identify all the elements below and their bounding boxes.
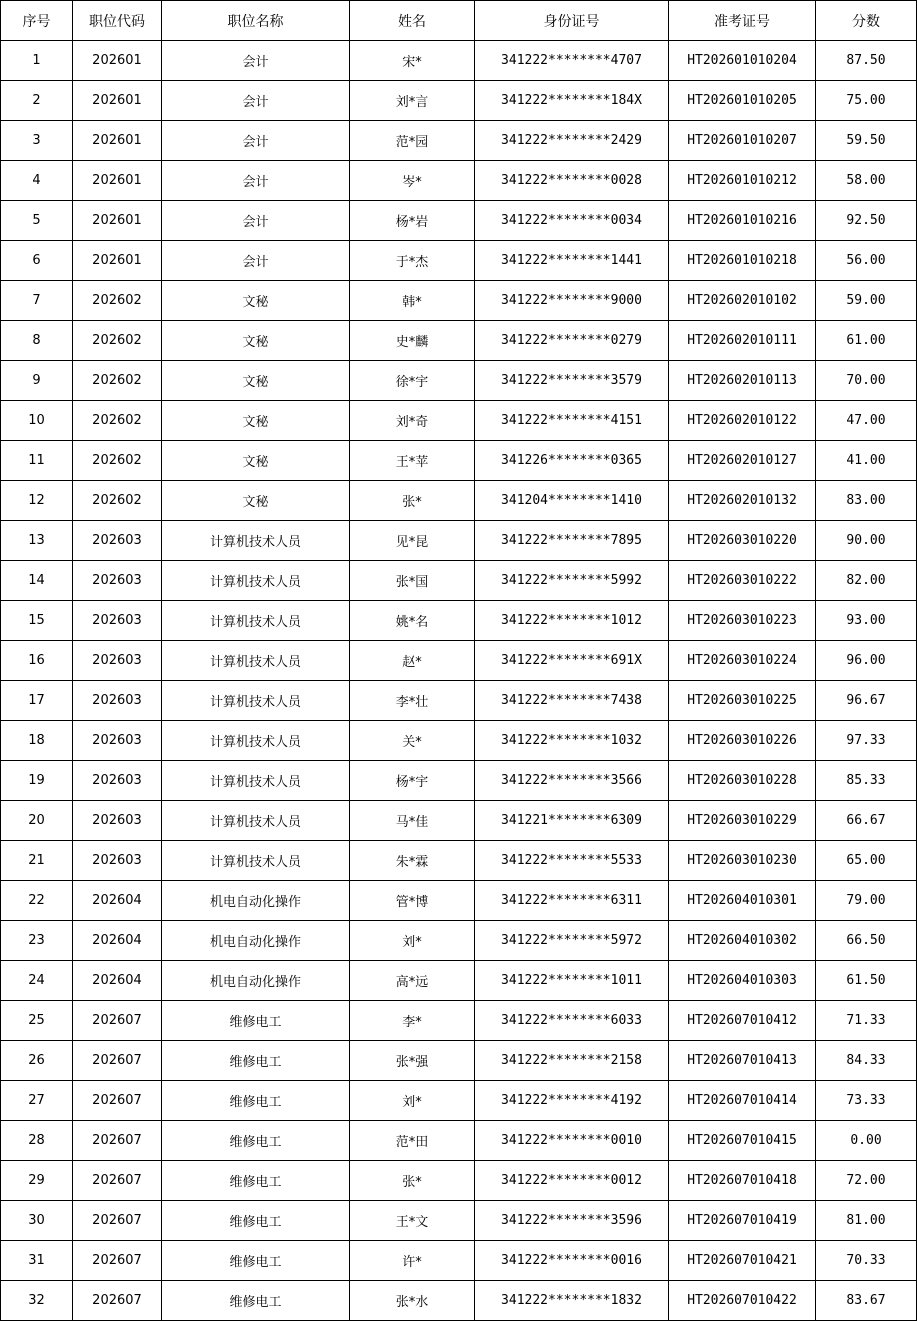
cell-index: 3	[1, 121, 73, 161]
cell-index: 5	[1, 201, 73, 241]
table-row	[1, 441, 917, 481]
cell-position-code: 202603	[73, 601, 162, 641]
table-row	[1, 81, 917, 121]
cell-position-name: 文秘	[162, 361, 350, 401]
table-row	[1, 1121, 917, 1161]
table-row	[1, 521, 917, 561]
table-row	[1, 41, 917, 81]
cell-score: 71.33	[816, 1001, 917, 1041]
cell-name: 宋*	[350, 41, 475, 81]
cell-admission-number: HT202607010412	[669, 1001, 816, 1041]
cell-index: 14	[1, 561, 73, 601]
cell-name: 赵*	[350, 641, 475, 681]
cell-name: 刘*	[350, 1081, 475, 1121]
cell-index: 9	[1, 361, 73, 401]
cell-position-code: 202602	[73, 281, 162, 321]
cell-id-number: 341222********1832	[475, 1281, 669, 1321]
cell-id-number: 341222********0012	[475, 1161, 669, 1201]
cell-admission-number: HT202603010223	[669, 601, 816, 641]
table-row	[1, 921, 917, 961]
cell-id-number: 341222********2429	[475, 121, 669, 161]
cell-id-number: 341222********5972	[475, 921, 669, 961]
cell-id-number: 341222********4192	[475, 1081, 669, 1121]
cell-id-number: 341222********3579	[475, 361, 669, 401]
cell-admission-number: HT202604010303	[669, 961, 816, 1001]
header-position-name: 职位名称	[162, 1, 350, 41]
cell-position-code: 202607	[73, 1281, 162, 1321]
cell-admission-number: HT202602010111	[669, 321, 816, 361]
cell-position-code: 202604	[73, 961, 162, 1001]
cell-admission-number: HT202603010220	[669, 521, 816, 561]
cell-score: 47.00	[816, 401, 917, 441]
cell-position-name: 会计	[162, 201, 350, 241]
cell-name: 马*佳	[350, 801, 475, 841]
cell-index: 4	[1, 161, 73, 201]
cell-position-code: 202601	[73, 121, 162, 161]
cell-admission-number: HT202602010113	[669, 361, 816, 401]
cell-id-number: 341222********6033	[475, 1001, 669, 1041]
cell-admission-number: HT202607010413	[669, 1041, 816, 1081]
cell-id-number: 341222********3566	[475, 761, 669, 801]
cell-score: 96.67	[816, 681, 917, 721]
cell-position-code: 202603	[73, 561, 162, 601]
cell-position-code: 202603	[73, 761, 162, 801]
cell-id-number: 341222********4707	[475, 41, 669, 81]
cell-name: 李*壮	[350, 681, 475, 721]
cell-score: 66.67	[816, 801, 917, 841]
cell-score: 83.00	[816, 481, 917, 521]
table-row	[1, 281, 917, 321]
cell-name: 张*水	[350, 1281, 475, 1321]
cell-score: 59.00	[816, 281, 917, 321]
cell-name: 杨*岩	[350, 201, 475, 241]
cell-name: 刘*言	[350, 81, 475, 121]
cell-position-name: 文秘	[162, 401, 350, 441]
table-row	[1, 401, 917, 441]
cell-score: 92.50	[816, 201, 917, 241]
cell-position-code: 202603	[73, 841, 162, 881]
cell-position-code: 202602	[73, 361, 162, 401]
header-score: 分数	[816, 1, 917, 41]
cell-position-code: 202603	[73, 681, 162, 721]
cell-name: 于*杰	[350, 241, 475, 281]
cell-id-number: 341222********7438	[475, 681, 669, 721]
cell-name: 张*	[350, 1161, 475, 1201]
cell-id-number: 341222********1441	[475, 241, 669, 281]
cell-position-name: 维修电工	[162, 1161, 350, 1201]
cell-position-name: 计算机技术人员	[162, 801, 350, 841]
cell-index: 23	[1, 921, 73, 961]
cell-index: 32	[1, 1281, 73, 1321]
cell-index: 19	[1, 761, 73, 801]
cell-id-number: 341222********0034	[475, 201, 669, 241]
cell-admission-number: HT202603010229	[669, 801, 816, 841]
table-row	[1, 121, 917, 161]
cell-id-number: 341222********0279	[475, 321, 669, 361]
cell-name: 史*麟	[350, 321, 475, 361]
cell-index: 8	[1, 321, 73, 361]
cell-position-code: 202601	[73, 201, 162, 241]
cell-name: 高*远	[350, 961, 475, 1001]
cell-position-code: 202602	[73, 481, 162, 521]
cell-score: 75.00	[816, 81, 917, 121]
cell-id-number: 341222********3596	[475, 1201, 669, 1241]
cell-admission-number: HT202602010132	[669, 481, 816, 521]
cell-admission-number: HT202601010218	[669, 241, 816, 281]
cell-admission-number: HT202602010127	[669, 441, 816, 481]
header-admission-number: 准考证号	[669, 1, 816, 41]
cell-position-code: 202607	[73, 1201, 162, 1241]
cell-id-number: 341222********0028	[475, 161, 669, 201]
cell-position-name: 文秘	[162, 481, 350, 521]
cell-index: 21	[1, 841, 73, 881]
cell-position-code: 202604	[73, 881, 162, 921]
cell-index: 28	[1, 1121, 73, 1161]
cell-position-name: 计算机技术人员	[162, 761, 350, 801]
cell-name: 范*田	[350, 1121, 475, 1161]
cell-position-name: 机电自动化操作	[162, 961, 350, 1001]
header-position-code: 职位代码	[73, 1, 162, 41]
cell-position-name: 文秘	[162, 441, 350, 481]
cell-name: 张*强	[350, 1041, 475, 1081]
table-row	[1, 721, 917, 761]
cell-position-code: 202602	[73, 441, 162, 481]
cell-name: 管*博	[350, 881, 475, 921]
cell-id-number: 341222********0010	[475, 1121, 669, 1161]
cell-position-name: 维修电工	[162, 1121, 350, 1161]
header-name: 姓名	[350, 1, 475, 41]
cell-id-number: 341222********5533	[475, 841, 669, 881]
cell-score: 56.00	[816, 241, 917, 281]
cell-index: 16	[1, 641, 73, 681]
cell-score: 96.00	[816, 641, 917, 681]
table-row	[1, 1201, 917, 1241]
cell-position-code: 202601	[73, 81, 162, 121]
cell-position-name: 会计	[162, 121, 350, 161]
cell-id-number: 341222********691X	[475, 641, 669, 681]
cell-id-number: 341221********6309	[475, 801, 669, 841]
cell-admission-number: HT202603010225	[669, 681, 816, 721]
table-row	[1, 361, 917, 401]
cell-admission-number: HT202603010228	[669, 761, 816, 801]
cell-id-number: 341226********0365	[475, 441, 669, 481]
cell-position-name: 会计	[162, 241, 350, 281]
cell-index: 25	[1, 1001, 73, 1041]
cell-admission-number: HT202607010415	[669, 1121, 816, 1161]
cell-score: 79.00	[816, 881, 917, 921]
cell-name: 张*国	[350, 561, 475, 601]
cell-score: 87.50	[816, 41, 917, 81]
cell-id-number: 341222********9000	[475, 281, 669, 321]
cell-position-name: 维修电工	[162, 1081, 350, 1121]
cell-index: 1	[1, 41, 73, 81]
cell-name: 王*苹	[350, 441, 475, 481]
cell-name: 张*	[350, 481, 475, 521]
table-row	[1, 241, 917, 281]
cell-score: 84.33	[816, 1041, 917, 1081]
cell-name: 关*	[350, 721, 475, 761]
cell-position-name: 会计	[162, 41, 350, 81]
cell-admission-number: HT202601010212	[669, 161, 816, 201]
table-row	[1, 761, 917, 801]
table-row	[1, 1241, 917, 1281]
header-index: 序号	[1, 1, 73, 41]
cell-score: 59.50	[816, 121, 917, 161]
cell-score: 70.33	[816, 1241, 917, 1281]
cell-position-code: 202607	[73, 1161, 162, 1201]
cell-position-name: 机电自动化操作	[162, 881, 350, 921]
cell-index: 6	[1, 241, 73, 281]
cell-position-name: 计算机技术人员	[162, 641, 350, 681]
cell-index: 24	[1, 961, 73, 1001]
cell-position-code: 202603	[73, 641, 162, 681]
cell-position-code: 202603	[73, 721, 162, 761]
table-row	[1, 1161, 917, 1201]
cell-position-name: 计算机技术人员	[162, 561, 350, 601]
cell-id-number: 341222********6311	[475, 881, 669, 921]
cell-position-code: 202607	[73, 1041, 162, 1081]
cell-admission-number: HT202603010230	[669, 841, 816, 881]
header-id-number: 身份证号	[475, 1, 669, 41]
cell-name: 许*	[350, 1241, 475, 1281]
cell-index: 31	[1, 1241, 73, 1281]
cell-position-name: 计算机技术人员	[162, 721, 350, 761]
cell-admission-number: HT202607010419	[669, 1201, 816, 1241]
cell-index: 30	[1, 1201, 73, 1241]
cell-position-code: 202607	[73, 1121, 162, 1161]
cell-score: 81.00	[816, 1201, 917, 1241]
cell-id-number: 341222********7895	[475, 521, 669, 561]
cell-score: 82.00	[816, 561, 917, 601]
cell-position-name: 文秘	[162, 281, 350, 321]
cell-position-name: 维修电工	[162, 1281, 350, 1321]
cell-name: 王*文	[350, 1201, 475, 1241]
cell-position-name: 维修电工	[162, 1201, 350, 1241]
cell-index: 10	[1, 401, 73, 441]
cell-admission-number: HT202603010226	[669, 721, 816, 761]
cell-admission-number: HT202604010301	[669, 881, 816, 921]
cell-position-name: 维修电工	[162, 1041, 350, 1081]
cell-position-code: 202607	[73, 1001, 162, 1041]
cell-index: 13	[1, 521, 73, 561]
cell-score: 58.00	[816, 161, 917, 201]
cell-admission-number: HT202607010418	[669, 1161, 816, 1201]
cell-name: 岑*	[350, 161, 475, 201]
cell-score: 83.67	[816, 1281, 917, 1321]
cell-position-code: 202603	[73, 801, 162, 841]
cell-position-code: 202601	[73, 241, 162, 281]
cell-score: 61.00	[816, 321, 917, 361]
cell-admission-number: HT202603010224	[669, 641, 816, 681]
cell-position-name: 维修电工	[162, 1001, 350, 1041]
cell-position-name: 计算机技术人员	[162, 841, 350, 881]
cell-position-name: 文秘	[162, 321, 350, 361]
cell-admission-number: HT202601010207	[669, 121, 816, 161]
cell-position-code: 202601	[73, 41, 162, 81]
cell-score: 70.00	[816, 361, 917, 401]
cell-name: 韩*	[350, 281, 475, 321]
cell-score: 93.00	[816, 601, 917, 641]
table-row	[1, 481, 917, 521]
table-row	[1, 601, 917, 641]
cell-admission-number: HT202602010102	[669, 281, 816, 321]
cell-id-number: 341222********1012	[475, 601, 669, 641]
cell-index: 22	[1, 881, 73, 921]
cell-name: 刘*	[350, 921, 475, 961]
table-row	[1, 561, 917, 601]
cell-position-code: 202607	[73, 1241, 162, 1281]
cell-position-code: 202601	[73, 161, 162, 201]
cell-index: 26	[1, 1041, 73, 1081]
cell-index: 7	[1, 281, 73, 321]
table-row	[1, 801, 917, 841]
cell-id-number: 341222********5992	[475, 561, 669, 601]
cell-id-number: 341222********2158	[475, 1041, 669, 1081]
cell-admission-number: HT202604010302	[669, 921, 816, 961]
table-row	[1, 321, 917, 361]
cell-score: 66.50	[816, 921, 917, 961]
table-row	[1, 1081, 917, 1121]
cell-name: 刘*奇	[350, 401, 475, 441]
cell-score: 73.33	[816, 1081, 917, 1121]
cell-admission-number: HT202601010204	[669, 41, 816, 81]
cell-score: 85.33	[816, 761, 917, 801]
table-row	[1, 201, 917, 241]
cell-admission-number: HT202607010414	[669, 1081, 816, 1121]
cell-position-code: 202604	[73, 921, 162, 961]
cell-position-name: 机电自动化操作	[162, 921, 350, 961]
table-row	[1, 961, 917, 1001]
cell-index: 15	[1, 601, 73, 641]
cell-position-name: 计算机技术人员	[162, 681, 350, 721]
cell-score: 90.00	[816, 521, 917, 561]
table-row	[1, 1281, 917, 1321]
cell-index: 12	[1, 481, 73, 521]
cell-admission-number: HT202601010205	[669, 81, 816, 121]
table-row	[1, 1001, 917, 1041]
table-header	[1, 1, 917, 41]
cell-id-number: 341222********1032	[475, 721, 669, 761]
cell-index: 2	[1, 81, 73, 121]
cell-position-name: 计算机技术人员	[162, 521, 350, 561]
cell-admission-number: HT202601010216	[669, 201, 816, 241]
cell-index: 20	[1, 801, 73, 841]
cell-position-code: 202607	[73, 1081, 162, 1121]
table-row	[1, 641, 917, 681]
cell-position-code: 202602	[73, 321, 162, 361]
cell-index: 29	[1, 1161, 73, 1201]
table-row	[1, 1041, 917, 1081]
table-row	[1, 161, 917, 201]
cell-score: 72.00	[816, 1161, 917, 1201]
cell-admission-number: HT202607010421	[669, 1241, 816, 1281]
cell-id-number: 341222********0016	[475, 1241, 669, 1281]
cell-index: 11	[1, 441, 73, 481]
table-row	[1, 681, 917, 721]
cell-id-number: 341222********1011	[475, 961, 669, 1001]
table-row	[1, 841, 917, 881]
cell-score: 65.00	[816, 841, 917, 881]
cell-score: 97.33	[816, 721, 917, 761]
cell-index: 17	[1, 681, 73, 721]
cell-index: 18	[1, 721, 73, 761]
cell-score: 0.00	[816, 1121, 917, 1161]
cell-name: 见*昆	[350, 521, 475, 561]
header-row	[1, 1, 917, 41]
cell-score: 41.00	[816, 441, 917, 481]
cell-position-name: 计算机技术人员	[162, 601, 350, 641]
cell-name: 姚*名	[350, 601, 475, 641]
cell-position-name: 维修电工	[162, 1241, 350, 1281]
cell-id-number: 341204********1410	[475, 481, 669, 521]
cell-position-code: 202603	[73, 521, 162, 561]
cell-score: 61.50	[816, 961, 917, 1001]
cell-position-name: 会计	[162, 161, 350, 201]
cell-id-number: 341222********4151	[475, 401, 669, 441]
cell-name: 范*园	[350, 121, 475, 161]
cell-name: 李*	[350, 1001, 475, 1041]
cell-position-code: 202602	[73, 401, 162, 441]
cell-position-name: 会计	[162, 81, 350, 121]
cell-name: 朱*霖	[350, 841, 475, 881]
cell-admission-number: HT202603010222	[669, 561, 816, 601]
cell-name: 徐*宇	[350, 361, 475, 401]
cell-index: 27	[1, 1081, 73, 1121]
cell-admission-number: HT202607010422	[669, 1281, 816, 1321]
cell-admission-number: HT202602010122	[669, 401, 816, 441]
table-row	[1, 881, 917, 921]
cell-name: 杨*宇	[350, 761, 475, 801]
table-body	[1, 41, 917, 1321]
cell-id-number: 341222********184X	[475, 81, 669, 121]
